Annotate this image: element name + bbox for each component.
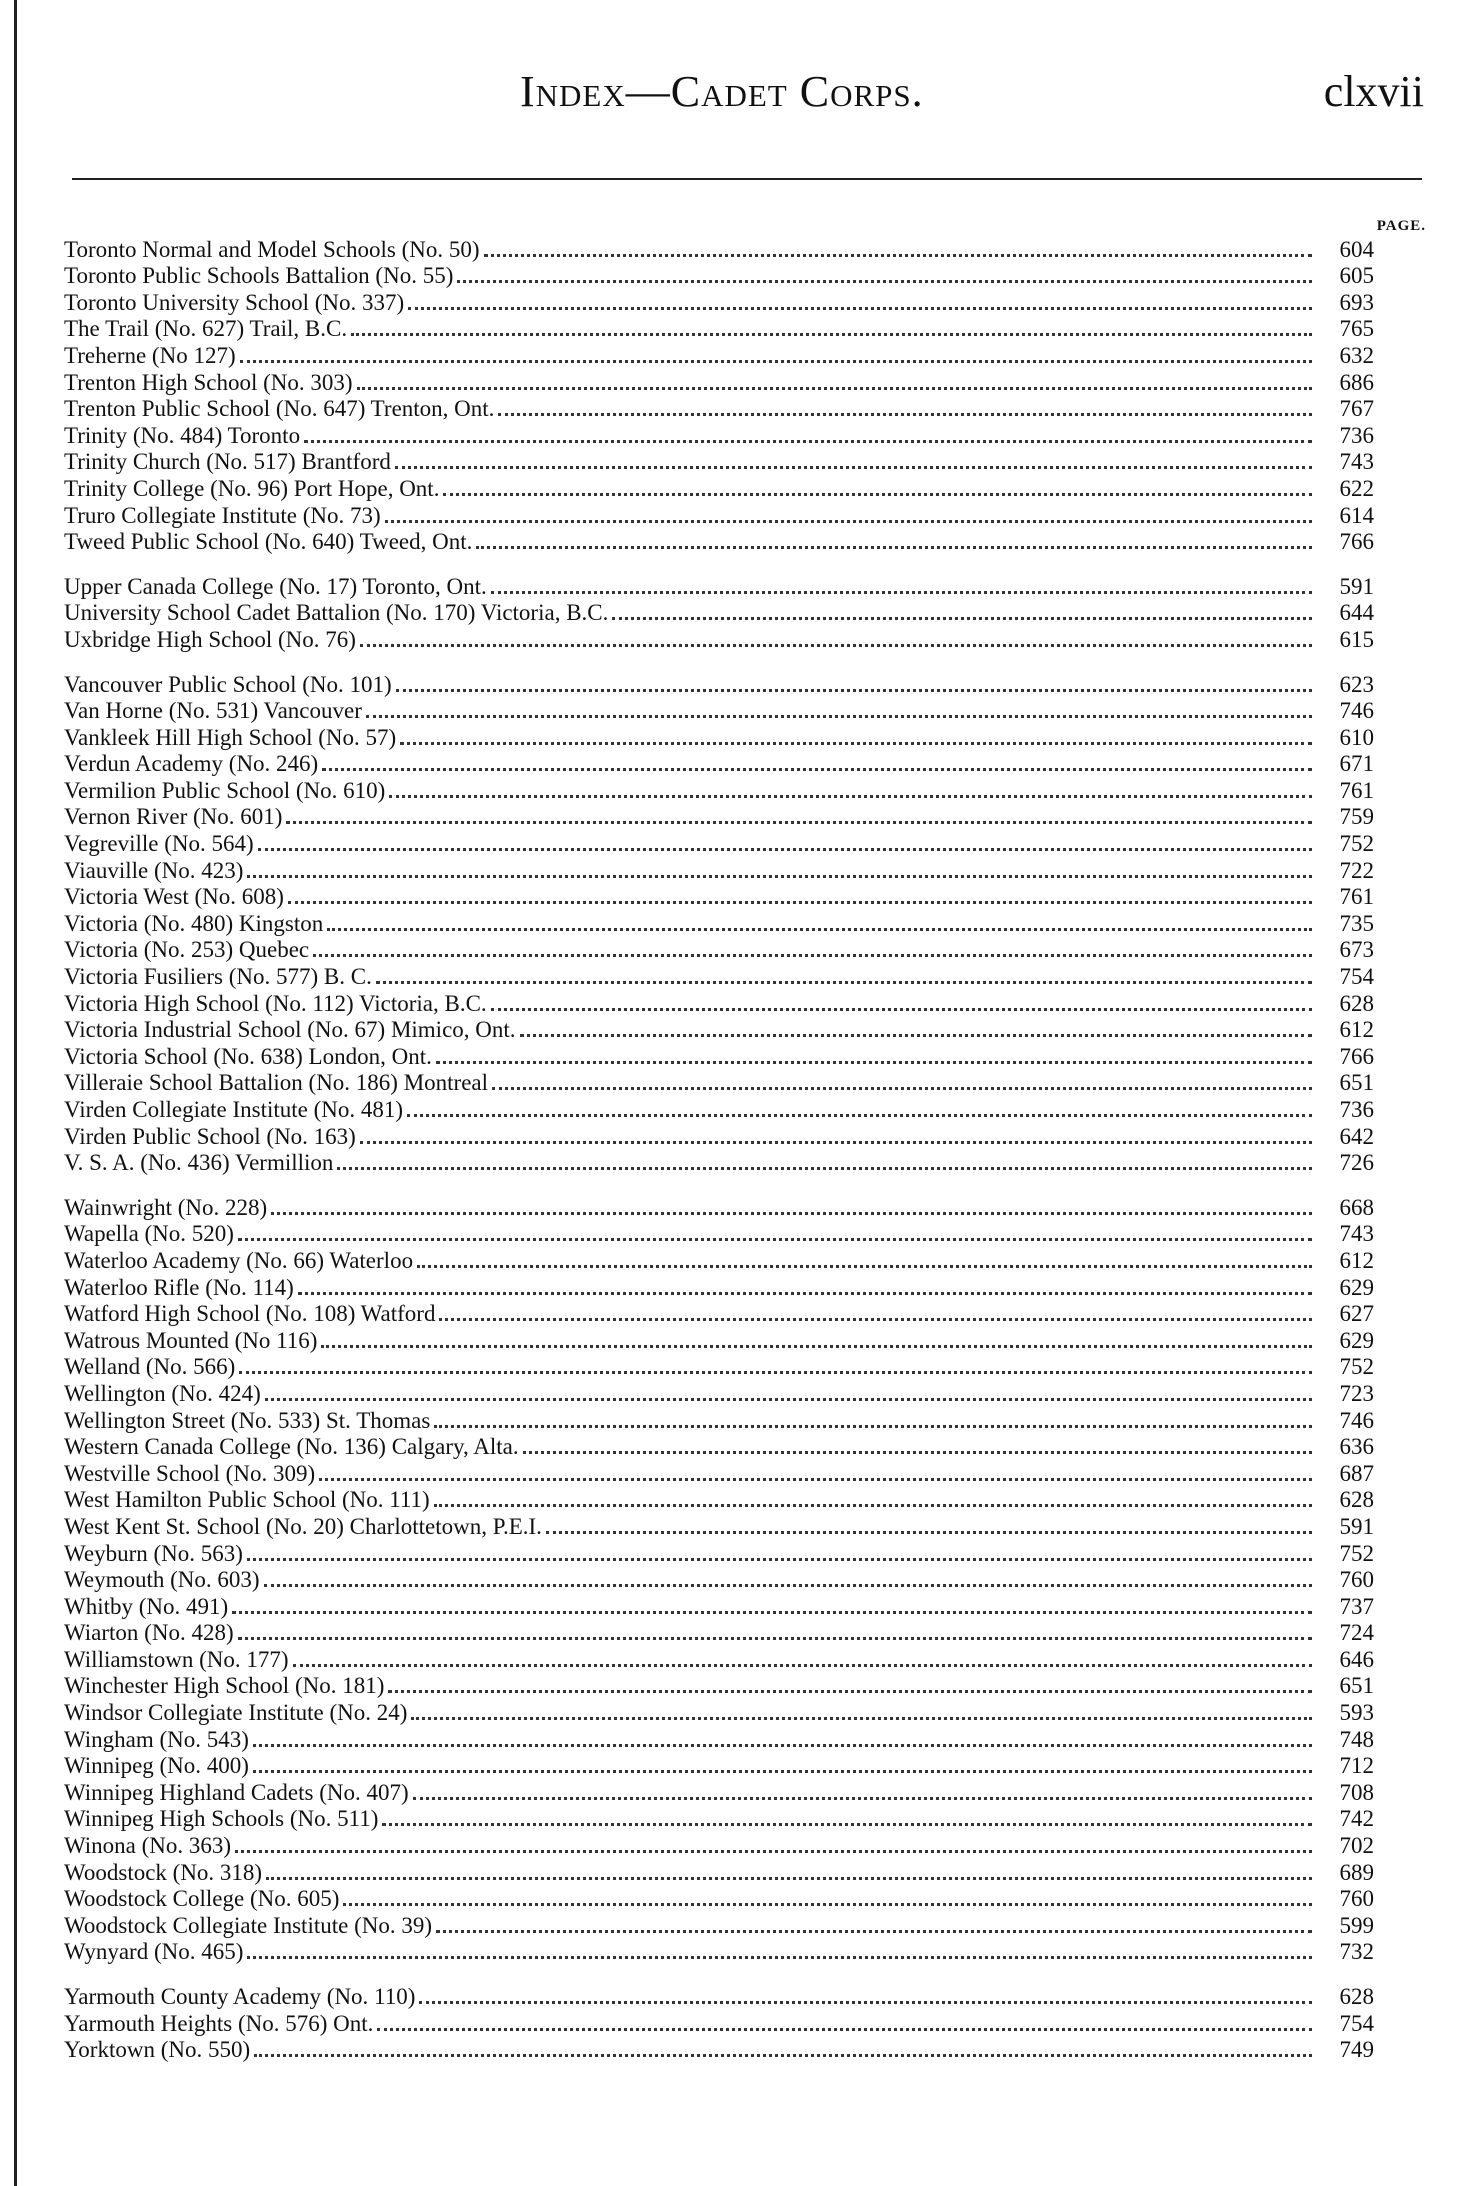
dot-leader	[343, 1903, 1312, 1906]
index-entry	[64, 502, 1374, 529]
dot-leader	[240, 360, 1312, 363]
entry-page-number: 702	[1339, 1833, 1374, 1859]
entry-page-number: 732	[1339, 1939, 1374, 1965]
index-entry	[64, 1274, 1374, 1301]
dot-leader	[407, 1114, 1312, 1117]
dot-leader	[313, 954, 1312, 957]
dot-leader	[396, 689, 1312, 692]
index-entry	[64, 1487, 1374, 1514]
entry-name: Yorktown (No. 550)	[64, 2037, 251, 2063]
entry-page-number: 628	[1339, 1487, 1374, 1513]
entry-name: Viauville (No. 423)	[64, 857, 244, 883]
entry-page-number: 723	[1339, 1380, 1374, 1406]
index-entry	[64, 396, 1374, 423]
index-entry	[64, 1699, 1374, 1726]
index-entry	[64, 1221, 1374, 1248]
page-title: Index—Cadet Corps.	[520, 67, 924, 116]
index-entry	[64, 1513, 1374, 1540]
entry-page-number: 736	[1339, 422, 1374, 448]
index-entry	[64, 1017, 1374, 1044]
entry-name: Woodstock Collegiate Institute (No. 39)	[64, 1912, 432, 1938]
entry-page-number: 752	[1339, 1354, 1374, 1380]
entry-name: Watford High School (No. 108) Watford	[64, 1301, 436, 1327]
index-entry	[64, 1753, 1374, 1780]
entry-name: Winnipeg Highland Cadets (No. 407)	[64, 1779, 409, 1805]
entry-name: Wainwright (No. 228)	[64, 1194, 268, 1220]
entry-page-number: 673	[1339, 937, 1374, 963]
dot-leader	[612, 617, 1312, 620]
entry-name: Victoria Fusiliers (No. 577) B. C.	[64, 964, 372, 990]
index-entry	[64, 2037, 1374, 2064]
entry-name: Wynyard (No. 465)	[64, 1939, 244, 1965]
entry-name: Vancouver Public School (No. 101)	[64, 671, 392, 697]
index-entry	[64, 1939, 1374, 1966]
index-entry	[64, 573, 1374, 600]
entry-page-number: 760	[1339, 1567, 1374, 1593]
dot-leader	[385, 520, 1312, 523]
index-entry	[64, 857, 1374, 884]
index-entry	[64, 1301, 1374, 1328]
index-entry	[64, 1673, 1374, 1700]
dot-leader	[319, 1478, 1312, 1481]
index-entry	[64, 1646, 1374, 1673]
entry-page-number: 627	[1339, 1301, 1374, 1327]
entry-page-number: 737	[1339, 1593, 1374, 1619]
index-entry	[64, 1832, 1374, 1859]
entry-page-number: 615	[1339, 626, 1374, 652]
index-entries	[64, 236, 1374, 2081]
entry-name: Victoria High School (No. 112) Victoria, B.C.	[64, 990, 487, 1016]
page-column-header: PAGE.	[1376, 218, 1426, 234]
dot-leader	[298, 1292, 1312, 1295]
entry-name: Victoria Industrial School (No. 67) Mimico, Ont.	[64, 1017, 516, 1043]
dot-leader	[232, 1611, 1312, 1614]
entry-page-number: 604	[1339, 236, 1374, 262]
entry-name: Winnipeg (No. 400)	[64, 1753, 249, 1779]
dot-leader	[288, 901, 1312, 904]
dot-leader	[382, 1823, 1312, 1826]
dot-leader	[484, 254, 1312, 257]
entry-name: Upper Canada College (No. 17) Toronto, Ont.	[64, 573, 487, 599]
entry-page-number: 752	[1339, 1540, 1374, 1566]
entry-page-number: 591	[1339, 573, 1374, 599]
entry-name: Trinity College (No. 96) Port Hope, Ont.	[64, 475, 440, 501]
entry-page-number: 765	[1339, 316, 1374, 342]
entry-name: Victoria School (No. 638) London, Ont.	[64, 1043, 432, 1069]
entry-name: Toronto Public Schools Battalion (No. 55)	[64, 263, 454, 289]
entry-page-number: 651	[1339, 1070, 1374, 1096]
entry-name: Vankleek Hill High School (No. 57)	[64, 724, 397, 750]
entry-page-number: 629	[1339, 1274, 1374, 1300]
entry-page-number: 632	[1339, 342, 1374, 368]
index-entry	[64, 529, 1374, 556]
entry-page-number: 628	[1339, 1984, 1374, 2009]
dot-leader	[366, 715, 1312, 718]
entry-name: Williamstown (No. 177)	[64, 1646, 289, 1672]
entry-page-number: 761	[1339, 777, 1374, 803]
index-entry	[64, 1407, 1374, 1434]
entry-name: Treherne (No 127)	[64, 342, 236, 368]
left-margin-rule	[14, 0, 17, 2186]
index-entry	[64, 316, 1374, 343]
dot-leader	[457, 280, 1312, 283]
index-entry	[64, 289, 1374, 316]
index-entry	[64, 1043, 1374, 1070]
dot-leader	[271, 1212, 1312, 1215]
entry-name: Weyburn (No. 563)	[64, 1540, 243, 1566]
entry-page-number: 628	[1339, 990, 1374, 1016]
index-entry	[64, 1070, 1374, 1097]
entry-name: University School Cadet Battalion (No. 170) Victoria, B.C.	[64, 600, 609, 626]
index-entry	[64, 1806, 1374, 1833]
entry-page-number: 614	[1339, 502, 1374, 528]
dot-leader	[400, 742, 1312, 745]
index-entry	[64, 449, 1374, 476]
page-number: clxvii	[1323, 67, 1424, 116]
dot-leader	[395, 466, 1312, 469]
entry-page-number: 636	[1339, 1434, 1374, 1460]
dot-leader	[439, 1318, 1312, 1321]
dot-leader	[419, 2001, 1312, 2004]
index-entry	[64, 475, 1374, 502]
index-entry	[64, 1194, 1374, 1221]
entry-page-number: 708	[1339, 1779, 1374, 1805]
entry-page-number: 651	[1339, 1673, 1374, 1699]
entry-page-number: 759	[1339, 804, 1374, 830]
entry-name: Vernon River (No. 601)	[64, 804, 283, 830]
entry-name: Truro Collegiate Institute (No. 73)	[64, 502, 381, 528]
dot-leader	[253, 1744, 1312, 1747]
index-entry	[64, 1620, 1374, 1647]
entry-name: Villeraie School Battalion (No. 186) Montreal	[64, 1070, 489, 1096]
dot-leader	[286, 821, 1312, 824]
entry-name: Woodstock College (No. 605)	[64, 1886, 340, 1912]
entry-name: Wellington (No. 424)	[64, 1380, 261, 1406]
entry-name: Victoria (No. 253) Quebec	[64, 937, 310, 963]
entry-page-number: 761	[1339, 884, 1374, 910]
entry-name: Trinity (No. 484) Toronto	[64, 422, 301, 448]
index-entry	[64, 1912, 1374, 1939]
entry-page-number: 748	[1339, 1726, 1374, 1752]
entry-page-number: 612	[1339, 1017, 1374, 1043]
entry-name: Waterloo Rifle (No. 114)	[64, 1274, 294, 1300]
index-entry	[64, 1123, 1374, 1150]
entry-page-number: 722	[1339, 857, 1374, 883]
entry-page-number: 686	[1339, 369, 1374, 395]
entry-name: Wiarton (No. 428)	[64, 1620, 234, 1646]
entry-page-number: 712	[1339, 1753, 1374, 1779]
entry-name: Verdun Academy (No. 246)	[64, 751, 319, 777]
entry-page-number: 689	[1339, 1859, 1374, 1885]
dot-leader	[357, 387, 1312, 390]
index-entry	[64, 884, 1374, 911]
index-entry	[64, 236, 1374, 263]
dot-leader	[434, 1504, 1312, 1507]
entry-name: Wellington Street (No. 533) St. Thomas	[64, 1407, 431, 1433]
entry-page-number: 693	[1339, 289, 1374, 315]
entry-name: V. S. A. (No. 436) Vermillion	[64, 1150, 334, 1176]
entry-name: Winona (No. 363)	[64, 1833, 232, 1859]
dot-leader	[247, 875, 1312, 878]
entry-page-number: 735	[1339, 910, 1374, 936]
entry-page-number: 743	[1339, 1221, 1374, 1247]
dot-leader	[264, 1584, 1312, 1587]
entry-page-number: 767	[1339, 396, 1374, 422]
dot-leader	[411, 1717, 1312, 1720]
dot-leader	[376, 981, 1312, 984]
index-entry	[64, 698, 1374, 725]
entry-page-number: 593	[1339, 1700, 1374, 1726]
dot-leader	[321, 1345, 1312, 1348]
entry-name: Vegreville (No. 564)	[64, 831, 254, 857]
index-entry	[64, 963, 1374, 990]
entry-page-number: 610	[1339, 724, 1374, 750]
dot-leader	[491, 591, 1312, 594]
dot-leader	[377, 2028, 1312, 2031]
index-entry	[64, 369, 1374, 396]
index-entry	[64, 342, 1374, 369]
index-entry	[64, 263, 1374, 290]
entry-page-number: 760	[1339, 1886, 1374, 1912]
entry-name: The Trail (No. 627) Trail, B.C.	[64, 316, 348, 342]
entry-name: Toronto University School (No. 337)	[64, 289, 405, 315]
dot-leader	[322, 768, 1312, 771]
index-entry	[64, 804, 1374, 831]
entry-page-number: 668	[1339, 1194, 1374, 1220]
entry-name: Windsor Collegiate Institute (No. 24)	[64, 1700, 408, 1726]
index-section	[64, 1983, 1374, 2063]
entry-name: Welland (No. 566)	[64, 1354, 236, 1380]
dot-leader	[413, 1797, 1312, 1800]
entry-name: Westville School (No. 309)	[64, 1460, 316, 1486]
index-entry	[64, 937, 1374, 964]
dot-leader	[254, 2054, 1312, 2057]
dot-leader	[436, 1061, 1312, 1064]
dot-leader	[388, 1690, 1312, 1693]
index-entry	[64, 777, 1374, 804]
index-entry	[64, 671, 1374, 698]
entry-page-number: 646	[1339, 1646, 1374, 1672]
dot-leader	[238, 1637, 1312, 1640]
dot-leader	[266, 1877, 1312, 1880]
entry-page-number: 724	[1339, 1620, 1374, 1646]
entry-page-number: 766	[1339, 1043, 1374, 1069]
entry-name: Yarmouth Heights (No. 576) Ont.	[64, 2010, 374, 2036]
entry-page-number: 687	[1339, 1460, 1374, 1486]
entry-page-number: 591	[1339, 1513, 1374, 1539]
entry-name: Virden Public School (No. 163)	[64, 1123, 356, 1149]
entry-name: Trenton High School (No. 303)	[64, 369, 353, 395]
entry-name: Toronto Normal and Model Schools (No. 50)	[64, 236, 480, 262]
dot-leader	[238, 1238, 1312, 1241]
entry-page-number: 766	[1339, 529, 1374, 555]
index-entry	[64, 1983, 1374, 2010]
entry-name: Yarmouth County Academy (No. 110)	[64, 1984, 416, 2009]
dot-leader	[247, 1956, 1312, 1959]
entry-page-number: 671	[1339, 751, 1374, 777]
dot-leader	[436, 1930, 1312, 1933]
header-divider	[72, 178, 1422, 180]
index-entry	[64, 1593, 1374, 1620]
entry-page-number: 642	[1339, 1123, 1374, 1149]
entry-page-number: 644	[1339, 600, 1374, 626]
dot-leader	[258, 848, 1312, 851]
entry-page-number: 754	[1339, 2010, 1374, 2036]
entry-name: Vermilion Public School (No. 610)	[64, 777, 386, 803]
entry-name: Uxbridge High School (No. 76)	[64, 626, 356, 652]
entry-page-number: 736	[1339, 1097, 1374, 1122]
index-entry	[64, 1380, 1374, 1407]
dot-leader	[337, 1167, 1312, 1170]
entry-name: Trinity Church (No. 517) Brantford	[64, 449, 391, 475]
entry-name: Weymouth (No. 603)	[64, 1567, 260, 1593]
index-section	[64, 671, 1374, 1176]
index-entry	[64, 600, 1374, 627]
entry-page-number: 612	[1339, 1247, 1374, 1273]
dot-leader	[360, 1141, 1312, 1144]
entry-name: Whitby (No. 491)	[64, 1593, 229, 1619]
dot-leader	[239, 1371, 1312, 1374]
entry-name: Watrous Mounted (No 116)	[64, 1327, 318, 1353]
index-section	[64, 236, 1374, 555]
entry-name: Wapella (No. 520)	[64, 1221, 234, 1247]
index-entry	[64, 2010, 1374, 2037]
index-entry	[64, 1886, 1374, 1913]
dot-leader	[389, 795, 1312, 798]
index-entry	[64, 626, 1374, 653]
index-entry	[64, 990, 1374, 1017]
index-entry	[64, 1460, 1374, 1487]
entry-name: Wingham (No. 543)	[64, 1726, 249, 1752]
dot-leader	[498, 413, 1312, 416]
entry-page-number: 726	[1339, 1150, 1374, 1176]
entry-page-number: 605	[1339, 263, 1374, 289]
index-entry	[64, 422, 1374, 449]
index-entry	[64, 1327, 1374, 1354]
entry-name: West Kent St. School (No. 20) Charlottetown, P.E.I.	[64, 1513, 542, 1539]
index-entry	[64, 830, 1374, 857]
dot-leader	[546, 1531, 1312, 1534]
entry-name: Virden Collegiate Institute (No. 481)	[64, 1097, 404, 1122]
entry-name: West Hamilton Public School (No. 111)	[64, 1487, 430, 1513]
dot-leader	[327, 928, 1312, 931]
index-entry	[64, 1859, 1374, 1886]
entry-name: Western Canada College (No. 136) Calgary, Alta.	[64, 1434, 519, 1460]
index-entry	[64, 1096, 1374, 1123]
index-entry	[64, 1434, 1374, 1461]
index-entry	[64, 751, 1374, 778]
entry-page-number: 746	[1339, 698, 1374, 724]
entry-name: Winchester High School (No. 181)	[64, 1673, 385, 1699]
index-entry	[64, 1150, 1374, 1177]
dot-leader	[443, 493, 1312, 496]
dot-leader	[247, 1558, 1312, 1561]
entry-page-number: 599	[1339, 1912, 1374, 1938]
dot-leader	[360, 644, 1312, 647]
index-entry	[64, 1779, 1374, 1806]
entry-name: Trenton Public School (No. 647) Trenton, Ont.	[64, 396, 495, 422]
dot-leader	[304, 440, 1312, 443]
entry-page-number: 742	[1339, 1806, 1374, 1832]
dot-leader	[293, 1664, 1312, 1667]
entry-name: Victoria (No. 480) Kingston	[64, 910, 324, 936]
index-entry	[64, 1540, 1374, 1567]
dot-leader	[434, 1425, 1312, 1428]
index-entry	[64, 1726, 1374, 1753]
entry-name: Victoria West (No. 608)	[64, 884, 284, 910]
index-section	[64, 1194, 1374, 1965]
entry-page-number: 749	[1339, 2037, 1374, 2063]
entry-name: Waterloo Academy (No. 66) Waterloo	[64, 1247, 414, 1273]
dot-leader	[492, 1087, 1312, 1090]
entry-name: Woodstock (No. 318)	[64, 1859, 263, 1885]
dot-leader	[523, 1451, 1312, 1454]
entry-page-number: 622	[1339, 475, 1374, 501]
entry-page-number: 623	[1339, 671, 1374, 697]
dot-leader	[476, 546, 1312, 549]
dot-leader	[491, 1008, 1312, 1011]
index-section	[64, 573, 1374, 653]
dot-leader	[235, 1850, 1312, 1853]
index-entry	[64, 1247, 1374, 1274]
entry-page-number: 754	[1339, 964, 1374, 990]
index-entry	[64, 1354, 1374, 1381]
dot-leader	[265, 1398, 1312, 1401]
entry-name: Tweed Public School (No. 640) Tweed, Ont.	[64, 529, 473, 555]
entry-page-number: 746	[1339, 1407, 1374, 1433]
dot-leader	[351, 333, 1312, 336]
index-entry	[64, 1567, 1374, 1594]
entry-name: Van Horne (No. 531) Vancouver	[64, 698, 362, 724]
entry-page-number: 629	[1339, 1327, 1374, 1353]
dot-leader	[520, 1034, 1312, 1037]
dot-leader	[408, 307, 1312, 310]
entry-page-number: 743	[1339, 449, 1374, 475]
dot-leader	[417, 1265, 1312, 1268]
entry-name: Winnipeg High Schools (No. 511)	[64, 1806, 379, 1832]
entry-page-number: 752	[1339, 831, 1374, 857]
index-entry	[64, 910, 1374, 937]
dot-leader	[253, 1770, 1312, 1773]
index-entry	[64, 724, 1374, 751]
